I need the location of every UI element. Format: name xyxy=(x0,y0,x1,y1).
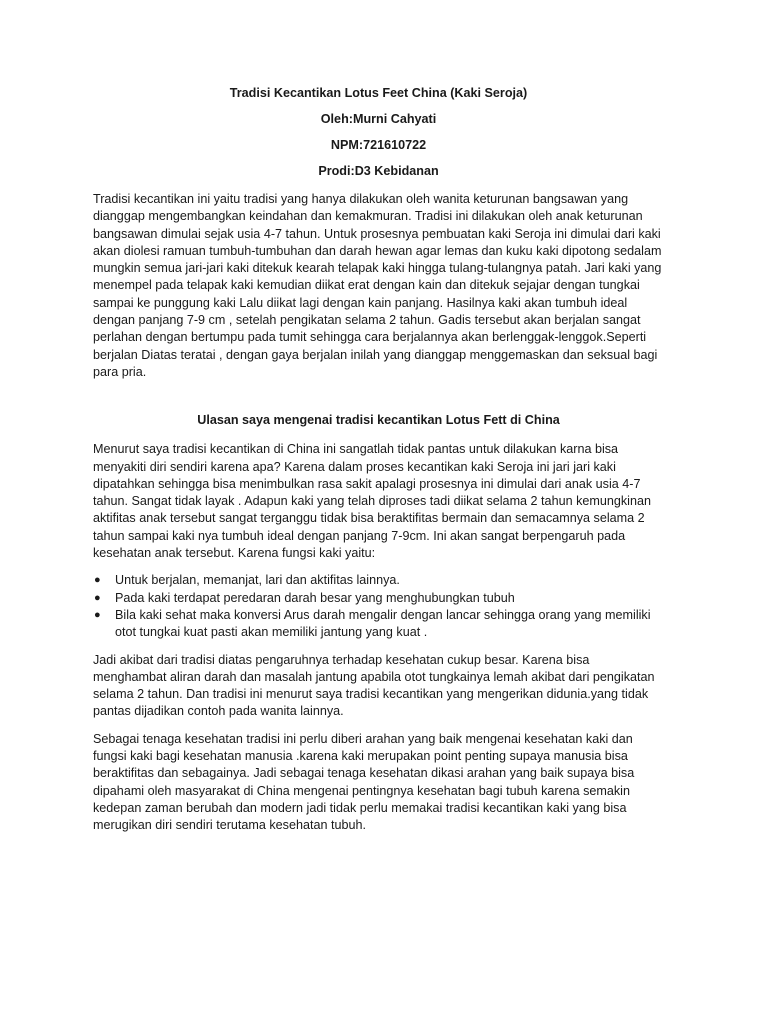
author-line: Oleh:Murni Cahyati xyxy=(320,112,437,126)
title-block xyxy=(93,86,664,179)
foot-function-list xyxy=(93,572,664,641)
npm-line: NPM:721610722 xyxy=(330,138,427,152)
list-item xyxy=(94,607,664,642)
paragraph-opinion: Menurut saya tradisi kecantikan di China ini sangatlah tidak pantas untuk dilakukan karna bisa menyakiti diri sendiri karena apa? Karena dalam proses kecantikan kaki Seroja ini jari jari kaki dipatahkan sehingga bisa menimbulkan rasa sakit apalagi prosesnya ini dimulai dari anak usia 4-7 tahun. Sangat tidak layak . Adapun kaki yang telah diproses tadi diikat selama 2 tahun kemungkinan aktifitas anak tersebut sangat terganggu tidak bisa beraktifitas bermain dan semacamnya selama 2 tahun sampai kaki nya tumbuh ideal dengan panjang 7-9cm. Ini akan sangat berpengaruh pada kesehatan anak tersebut. Karena fungsi kaki yaitu: xyxy=(93,442,651,561)
prodi-line: Prodi:D3 Kebidanan xyxy=(318,164,439,178)
list-item-text: Untuk berjalan, memanjat, lari dan aktifitas lainnya. xyxy=(115,573,400,588)
paragraph-consequence: Jadi akibat dari tradisi diatas pengaruhnya terhadap kesehatan cukup besar. Karena bisa menghambat aliran darah dan masalah jantung apabila otot tungkainya lemah akibat dari pengikatan selama 2 tahun. Dan tradisi ini menurut saya tradisi kecantikan yang mengerikan didunia.yang tidak pantas dijadikan contoh pada wanita lainnya. xyxy=(93,652,655,719)
list-item xyxy=(94,572,664,589)
bullet-icon: ● xyxy=(94,574,101,587)
paragraph-recommendation: Sebagai tenaga kesehatan tradisi ini perlu diberi arahan yang baik mengenai kesehatan kaki dan fungsi kaki bagi kesehatan manusia .karena kaki merupakan point penting supaya manusia bisa beraktifitas dan sebagainya. Jadi sebagai tenaga kesehatan dikasi arahan yang baik supaya bisa dipahami oleh masyarakat di China mengenai pentingnya kesehatan bagi tubuh karena semakin kedepan zaman berubah dan modern jadi tidak perlu memakai tradisi kecantikan kaki yang bisa merugikan diri sendiri terutama kesehatan tubuh. xyxy=(93,731,635,833)
document-title: Tradisi Kecantikan Lotus Feet China (Kaki Seroja) xyxy=(229,86,528,100)
list-item xyxy=(94,590,664,607)
bullet-icon: ● xyxy=(94,591,101,604)
paragraph-tradition-description: Tradisi kecantikan ini yaitu tradisi yang hanya dilakukan oleh wanita keturunan bangsawan yang dianggap mengembangkan keindahan dan kemakmuran. Tradisi ini dilakukan oleh anak keturunan bangsawan dimulai sejak usia 4-7 tahun. Untuk prosesnya pembuatan kaki Seroja ini dimulai dari kaki akan diolesi ramuan tumbuh-tumbuhan dan darah hewan agar lemas dan kuku kaki dipotong sedalam mungkin semua jari-jari kaki ditekuk kearah telapak kaki hingga tulang-tulangnya patah. Jari kaki yang menempel pada telapak kaki kemudian diikat erat dengan kain dan ditekuk sejajar dengan tungkai sampai ke punggung kaki Lalu diikat lagi dengan kain panjang. Hasilnya kaki akan tumbuh ideal dengan panjang 7-9 cm , setelah pengikatan selama 2 tahun. Gadis tersebut akan berjalan sangat perlahan dengan bertumpu pada tumit sehingga cara berjalannya akan berlenggak-lenggok.Seperti berjalan Diatas teratai , dengan gaya berjalan inilah yang dianggap menggemaskan dan seksual bagi para pria. xyxy=(93,192,662,379)
bullet-icon: ● xyxy=(94,608,101,621)
section-heading-review: Ulasan saya mengenai tradisi kecantikan Lotus Fett di China xyxy=(197,413,560,428)
list-item-text: Bila kaki sehat maka konversi Arus darah mengalir dengan lancar sehingga orang yang memiliki otot tungkai kuat pasti akan memiliki jantung yang kuat . xyxy=(115,607,651,640)
list-item-text: Pada kaki terdapat peredaran darah besar yang menghubungkan tubuh xyxy=(115,590,515,605)
